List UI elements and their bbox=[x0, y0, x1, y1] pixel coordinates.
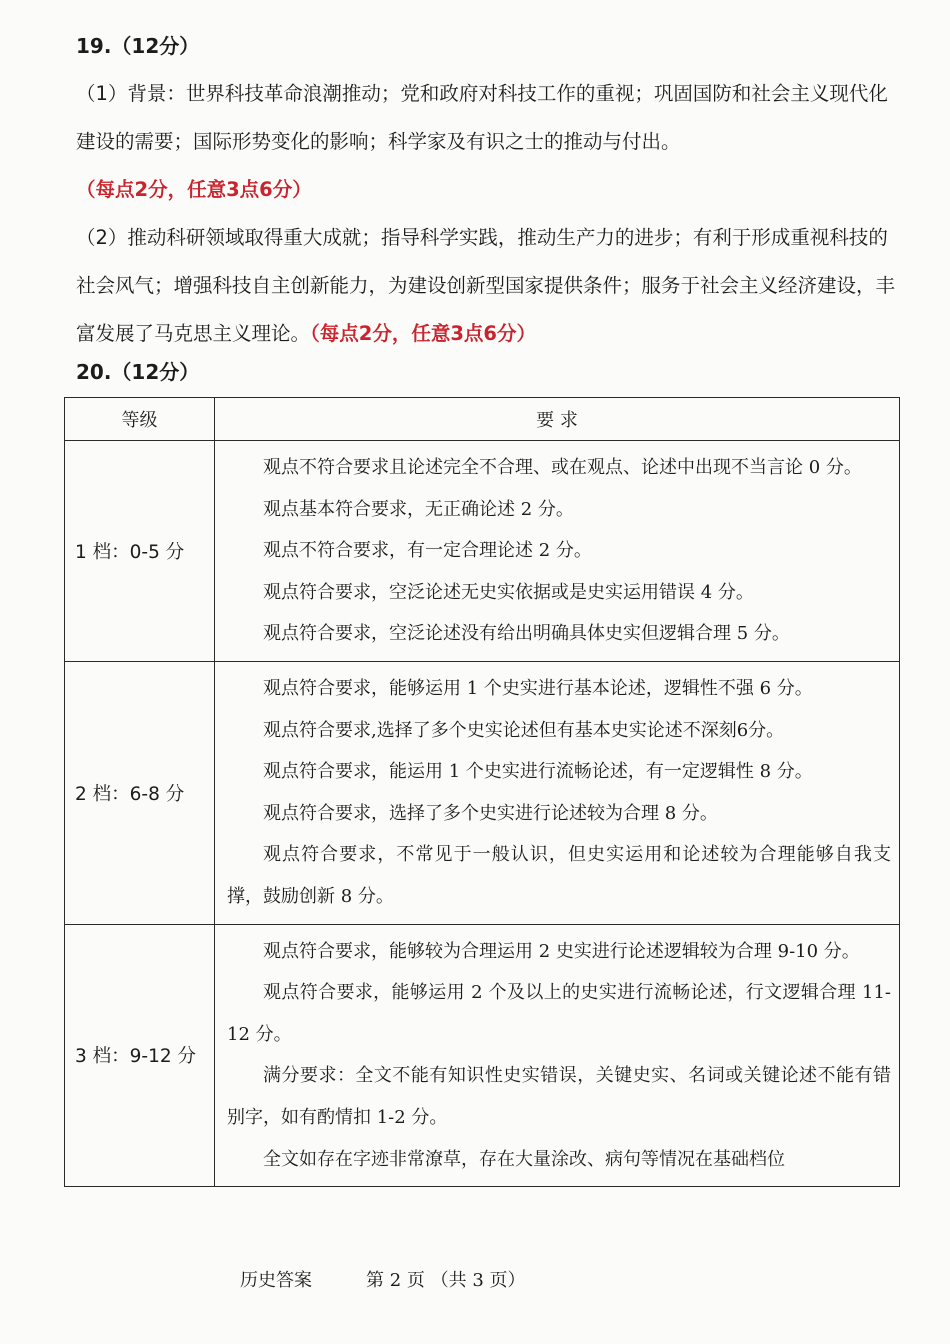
footer-subject: 历史答案 bbox=[240, 1270, 312, 1291]
requirement-item: 观点符合要求，能运用 1 个史实进行流畅论述，有一定逻辑性 8 分。 bbox=[263, 761, 813, 783]
requirement-item: 观点符合要求，选择了多个史实进行论述较为合理 8 分。 bbox=[263, 802, 718, 824]
requirement-item: 观点不符合要求，有一定合理论述 2 分。 bbox=[263, 540, 592, 562]
requirement-item: 全文如存在字迹非常潦草，存在大量涂改、病句等情况在基础档位 bbox=[263, 1148, 785, 1170]
requirement-item: 观点不符合要求且论述完全不合理、或在观点、论述中出现不当言论 0 分。 bbox=[263, 457, 862, 478]
q20-title: 20.（12分） bbox=[76, 360, 200, 384]
grading-table bbox=[64, 397, 900, 1187]
q19-part2 bbox=[76, 214, 906, 358]
q19-title: 19.（12分） bbox=[76, 34, 200, 58]
requirement-cell bbox=[215, 661, 900, 924]
requirement-item: 观点基本符合要求，无正确论述 2 分。 bbox=[263, 498, 574, 520]
q19-part1-text: （1）背景：世界科技革命浪潮推动；党和政府对科技工作的重视；巩固国防和社会主义现代化建设的需要；国际形势变化的影响；科学家及有识之士的推动与付出。 bbox=[76, 82, 888, 153]
requirement-cell bbox=[215, 924, 900, 1187]
header-requirement: 要 求 bbox=[215, 398, 900, 441]
q19-part2-score: （每点2分，任意3点6分） bbox=[310, 322, 536, 345]
requirement-item: 观点符合要求，能够较为合理运用 2 史实进行论述逻辑较为合理 9-10 分。 bbox=[263, 940, 860, 962]
table-header-row bbox=[65, 398, 900, 441]
q19-part1 bbox=[76, 70, 906, 214]
requirement-item: 观点符合要求，不常见于一般认识，但史实运用和论述较为合理能够自我支撑，鼓励创新 8 分。 bbox=[227, 844, 891, 907]
level-cell: 1 档：0-5 分 bbox=[65, 441, 215, 662]
requirement-item: 观点符合要求,选择了多个史实论述但有基本史实论述不深刻6分。 bbox=[263, 719, 785, 741]
header-level: 等级 bbox=[65, 398, 215, 441]
requirement-item: 满分要求：全文不能有知识性史实错误，关键史实、名词或关键论述不能有错别字，如有酌情扣 1-2 分。 bbox=[227, 1065, 891, 1128]
q19-part1-score: （每点2分，任意3点6分） bbox=[76, 178, 312, 201]
level-cell: 3 档：9-12 分 bbox=[65, 924, 215, 1187]
footer-page-number: 第 2 页 （共 3 页） bbox=[366, 1270, 526, 1291]
requirement-item: 观点符合要求，能够运用 1 个史实进行基本论述，逻辑性不强 6 分。 bbox=[263, 677, 813, 699]
requirement-item: 观点符合要求，空泛论述无史实依据或是史实运用错误 4 分。 bbox=[263, 581, 754, 603]
table-row bbox=[65, 924, 900, 1187]
requirement-item: 观点符合要求，空泛论述没有给出明确具体史实但逻辑合理 5 分。 bbox=[263, 623, 790, 645]
level-cell: 2 档：6-8 分 bbox=[65, 661, 215, 924]
requirement-item: 观点符合要求，能够运用 2 个及以上的史实进行流畅论述，行文逻辑合理 11-12 分。 bbox=[227, 982, 891, 1045]
requirement-cell bbox=[215, 441, 900, 662]
table-row bbox=[65, 441, 900, 662]
q19-part2-text: （2）推动科研领域取得重大成就；指导科学实践，推动生产力的进步；有利于形成重视科技的社会风气；增强科技自主创新能力，为建设创新型国家提供条件；服务于社会主义经济建设，丰富发展了马克思主义理论。 bbox=[76, 226, 896, 345]
page-footer bbox=[240, 1266, 526, 1292]
table-row bbox=[65, 661, 900, 924]
